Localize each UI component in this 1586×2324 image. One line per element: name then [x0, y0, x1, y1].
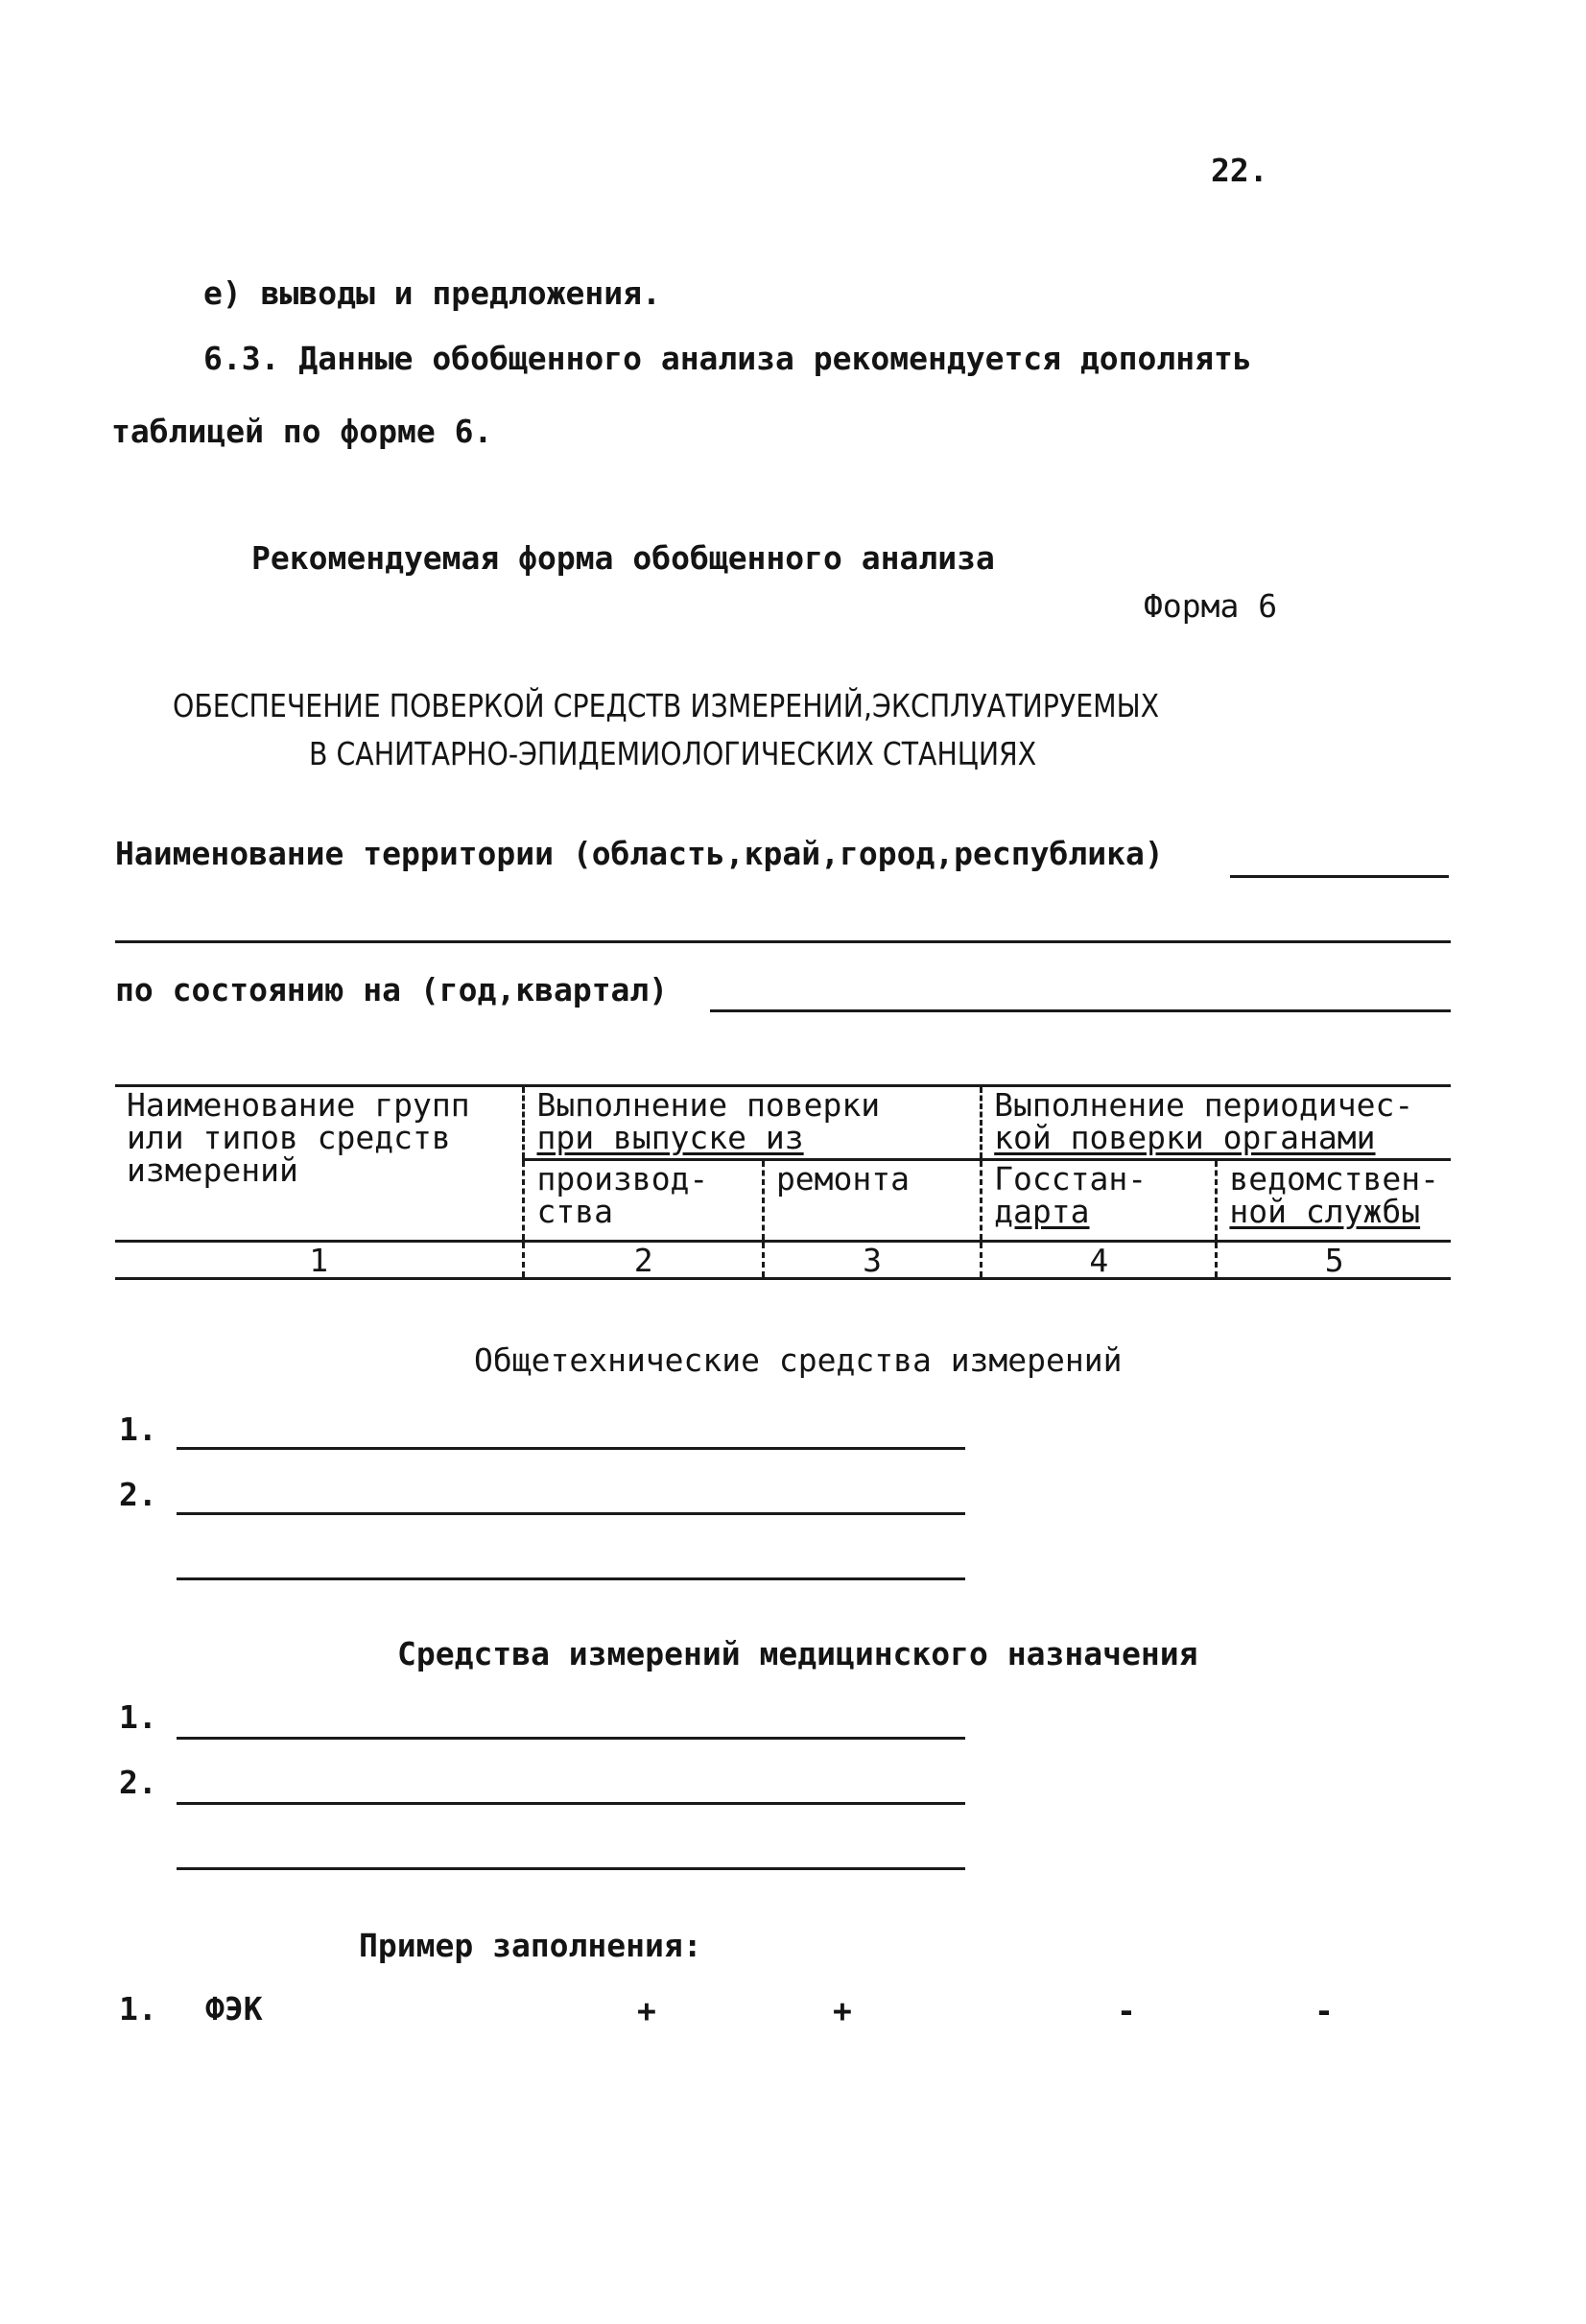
header-group-name-line1: Наименование групп: [127, 1086, 470, 1124]
subheader-gosstandart-line1: Госстан-: [994, 1160, 1148, 1198]
col-number-5: 5: [1217, 1242, 1451, 1279]
example-mark-production: +: [637, 1992, 656, 2029]
header-periodic-verification-line1: Выполнение периодичес-: [994, 1086, 1414, 1124]
subheader-repair-line1: ремонта: [775, 1160, 911, 1198]
form-title-line2: В САНИТАРНО-ЭПИДЕМИОЛОГИЧЕСКИХ СТАНЦИЯХ: [309, 735, 1037, 772]
example-row-number: 1.: [119, 1990, 157, 2028]
subheader-production-line1: производ-: [536, 1160, 709, 1198]
territory-label: Наименование территории (область,край,город,республика): [115, 835, 1164, 872]
subheader-departmental: [1217, 1160, 1451, 1242]
status-label: по состоянию на (год,квартал): [115, 971, 669, 1008]
recommended-form-caption: Рекомендуемая форма обобщенного анализа: [251, 539, 995, 577]
col-number-1: 1: [115, 1242, 524, 1279]
paragraph-6-3-line2: таблицей по форме 6.: [111, 413, 493, 450]
section1-item1-line: [177, 1447, 965, 1450]
form-title-line1: ОБЕСПЕЧЕНИЕ ПОВЕРКОЙ СРЕДСТВ ИЗМЕРЕНИЙ,ЭКСПЛУАТИРУЕМЫХ: [173, 687, 1160, 724]
subheader-production: [524, 1160, 763, 1242]
subheader-repair: [763, 1160, 981, 1242]
territory-fill-line-2: [115, 940, 1451, 943]
section1-item2-number: 2.: [119, 1476, 157, 1513]
section2-item2-line: [177, 1802, 965, 1805]
header-group-name: [115, 1086, 524, 1242]
form-label: Форма 6: [1144, 587, 1278, 625]
header-verification-release-line2: при выпуске из: [536, 1119, 804, 1156]
example-mark-gosstandart: -: [1117, 1992, 1136, 2029]
header-periodic-verification: [982, 1086, 1451, 1160]
example-mark-repair: +: [833, 1992, 852, 2029]
status-fill-line: [710, 1009, 1451, 1012]
col-number-3: 3: [763, 1242, 981, 1279]
form-table: [115, 1084, 1451, 1280]
subheader-departmental-line1: ведомствен-: [1229, 1160, 1439, 1198]
subheader-departmental-line2: ной службы: [1229, 1193, 1421, 1230]
subheader-gosstandart-line2: дарта: [994, 1193, 1090, 1230]
section1-item1-number: 1.: [119, 1411, 157, 1448]
header-verification-release-line1: Выполнение поверки: [536, 1086, 881, 1124]
section2-title: Средства измерений медицинского назначения: [397, 1635, 1198, 1672]
example-title: Пример заполнения:: [359, 1927, 702, 1964]
section2-item3-line: [177, 1867, 965, 1870]
col-number-2: 2: [524, 1242, 763, 1279]
section1-item2-line: [177, 1512, 965, 1515]
col-number-4: 4: [982, 1242, 1217, 1279]
territory-fill-line: [1230, 875, 1449, 878]
section2-item2-number: 2.: [119, 1764, 157, 1801]
header-group-name-line2: или типов средств: [127, 1119, 451, 1156]
header-verification-release: [524, 1086, 982, 1160]
header-group-name-line3: измерений: [127, 1151, 298, 1189]
section2-item1-line: [177, 1737, 965, 1740]
section1-title: Общетехнические средства измерений: [474, 1341, 1123, 1379]
section2-item1-number: 1.: [119, 1698, 157, 1736]
paragraph-6-3-line1: 6.3. Данные обобщенного анализа рекомендуется дополнять: [203, 340, 1252, 377]
section1-item3-line: [177, 1577, 965, 1580]
subheader-gosstandart: [982, 1160, 1217, 1242]
header-periodic-verification-line2: кой поверки органами: [994, 1119, 1376, 1156]
page-number: 22.: [1211, 152, 1268, 189]
example-mark-departmental: -: [1314, 1992, 1334, 2029]
item-e-text: е) выводы и предложения.: [203, 274, 661, 312]
subheader-production-line2: ства: [536, 1193, 613, 1230]
example-row-name: ФЭК: [205, 1990, 263, 2028]
